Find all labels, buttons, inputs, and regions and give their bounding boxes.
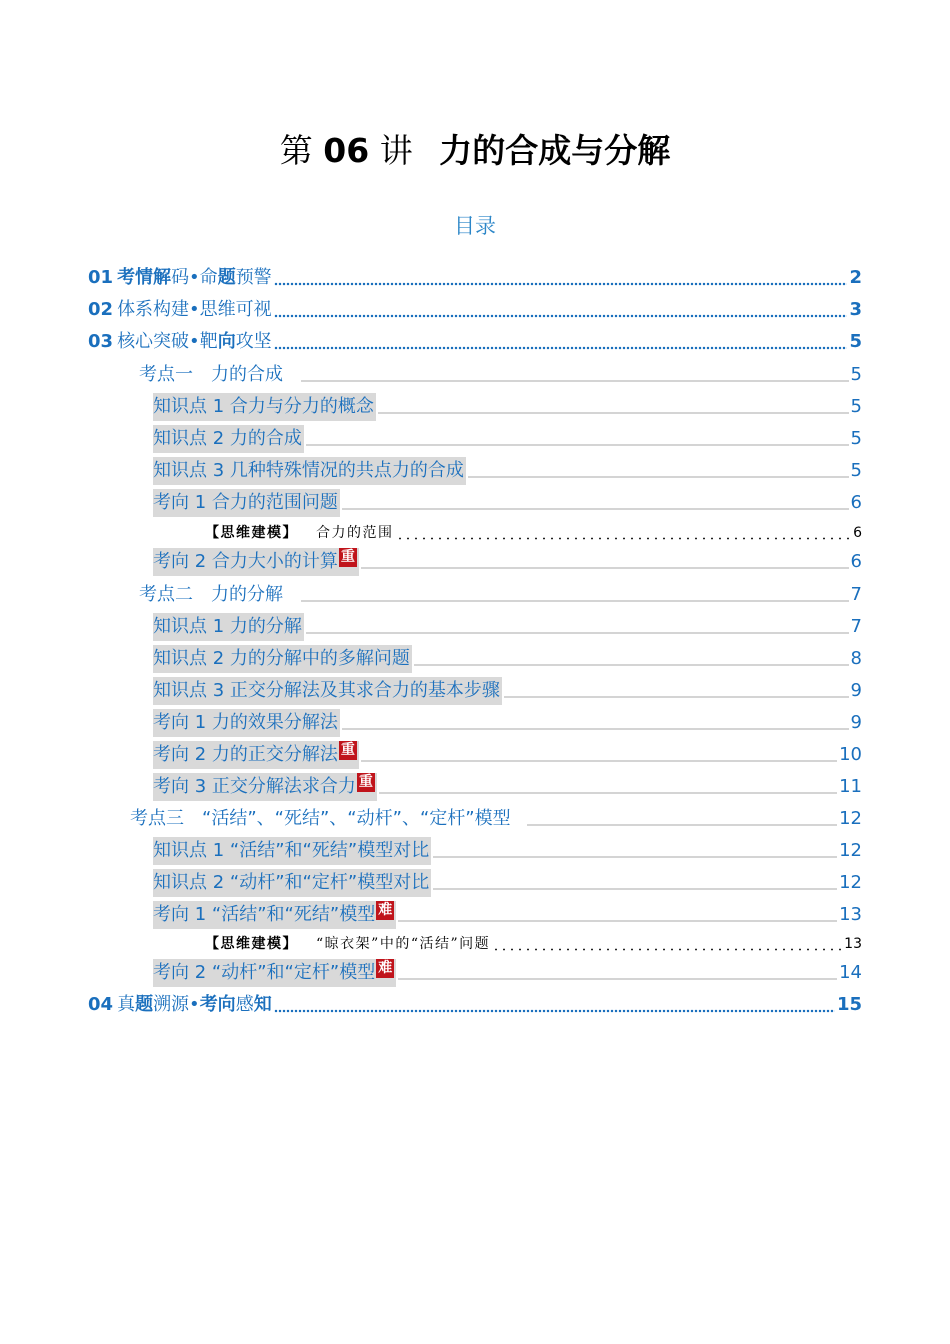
page-number: 5 (850, 460, 862, 481)
toc-entry-01[interactable]: 01 考情解 码•命 题 预警 2 (88, 264, 862, 292)
dot-leader (414, 664, 849, 666)
toc-knowledge-2-3[interactable]: 知识点 3 正交分解法及其求合力的基本步骤 9 (153, 677, 862, 705)
page-number: 5 (849, 331, 862, 352)
toc-direction-1-1[interactable]: 考向 1 合力的范围问题 6 (153, 489, 862, 517)
toc-direction-2-3[interactable]: 考向 3 正交分解法求合力 重 11 (153, 773, 862, 801)
page-number: 14 (839, 962, 862, 983)
title-main: 力的合成与分解 (439, 131, 671, 170)
page-number: 12 (839, 872, 862, 893)
page-number: 15 (836, 994, 862, 1015)
dot-leader (274, 346, 848, 350)
page-number: 5 (850, 428, 862, 449)
toc-heading: 目录 (454, 214, 496, 238)
page-number: 12 (839, 808, 862, 829)
important-badge: 重 (358, 773, 373, 790)
dot-leader (301, 600, 849, 602)
toc-kaodian-1[interactable]: 考点一 力的合成 5 (139, 361, 862, 389)
toc-direction-2-1[interactable]: 考向 1 力的效果分解法 9 (153, 709, 862, 737)
dot-leader (361, 760, 837, 762)
page-number: 6 (850, 492, 862, 513)
page-number: 5 (850, 396, 862, 417)
dot-leader (274, 282, 848, 286)
thinking-model-tag: 【思维建模】 (205, 525, 298, 541)
page-number: 7 (850, 616, 862, 637)
dot-leader (301, 380, 849, 382)
difficult-badge: 难 (378, 901, 393, 918)
title-prefix: 第 (279, 131, 313, 170)
dot-leader (504, 696, 849, 698)
dot-leader (378, 412, 849, 414)
difficult-badge: 难 (378, 959, 393, 976)
dot-leader (468, 476, 849, 478)
page-number: 8 (850, 648, 862, 669)
toc-knowledge-3-1[interactable]: 知识点 1 “活结”和“死结”模型对比 12 (153, 837, 862, 865)
toc-direction-1-2[interactable]: 考向 2 合力大小的计算 重 6 (153, 548, 862, 576)
title-suffix: 讲 (379, 131, 413, 170)
thinking-model-tag: 【思维建模】 (205, 936, 298, 952)
title-number: 06 (323, 131, 370, 170)
toc-entry-04[interactable]: 04 真 题 溯源• 考向 感 知 15 (88, 991, 862, 1019)
dot-leader (274, 1009, 835, 1013)
important-badge: 重 (340, 548, 355, 565)
dot-leader (342, 508, 849, 510)
toc-direction-3-2[interactable]: 考向 2 “动杆”和“定杆”模型 难 14 (153, 959, 862, 987)
page-number: 13 (844, 936, 862, 952)
page-number: 11 (839, 776, 862, 797)
page-number: 7 (850, 584, 862, 605)
important-badge: 重 (340, 741, 355, 758)
toc-knowledge-1-2[interactable]: 知识点 2 力的合成 5 (153, 425, 862, 453)
dot-leader (274, 314, 848, 318)
toc-model-1[interactable]: 【思维建模】 合力的范围 6 (205, 519, 862, 547)
page-number: 13 (839, 904, 862, 925)
page-title (0, 126, 950, 176)
dot-leader (398, 978, 837, 980)
toc-model-2[interactable]: 【思维建模】 “晾衣架”中的“活结”问题 13 (205, 930, 862, 958)
dot-leader (306, 444, 849, 446)
toc-knowledge-1-1[interactable]: 知识点 1 合力与分力的概念 5 (153, 393, 862, 421)
page-number: 9 (850, 712, 862, 733)
toc-direction-2-2[interactable]: 考向 2 力的正交分解法 重 10 (153, 741, 862, 769)
toc-knowledge-1-3[interactable]: 知识点 3 几种特殊情况的共点力的合成 5 (153, 457, 862, 485)
dot-leader (527, 824, 837, 826)
page-number: 6 (850, 551, 862, 572)
dot-leader (398, 920, 837, 922)
toc-entry-03[interactable]: 03 核心突破•靶 向 攻坚 5 (88, 328, 862, 356)
page-number: 5 (850, 364, 862, 385)
dot-leader (433, 888, 837, 890)
toc-entry-02[interactable]: 02 体系构建•思维可视 3 (88, 296, 862, 324)
toc-direction-3-1[interactable]: 考向 1 “活结”和“死结”模型 难 13 (153, 901, 862, 929)
page-number: 12 (839, 840, 862, 861)
dot-leader (379, 792, 837, 794)
dot-leader (306, 632, 849, 634)
toc-kaodian-2[interactable]: 考点二 力的分解 7 (139, 581, 862, 609)
dot-leader (361, 567, 849, 569)
page-number: 9 (850, 680, 862, 701)
toc-knowledge-3-2[interactable]: 知识点 2 “动杆”和“定杆”模型对比 12 (153, 869, 862, 897)
dot-leader (433, 856, 837, 858)
dot-leader (492, 948, 842, 951)
dot-leader (396, 537, 852, 540)
page-number: 2 (849, 267, 862, 288)
page-number: 3 (849, 299, 862, 320)
page-number: 10 (839, 744, 862, 765)
toc-kaodian-3[interactable]: 考点三 “活结”、“死结”、“动杆”、“定杆”模型 12 (130, 805, 862, 833)
dot-leader (342, 728, 849, 730)
toc-knowledge-2-2[interactable]: 知识点 2 力的分解中的多解问题 8 (153, 645, 862, 673)
page-number: 6 (853, 525, 862, 541)
toc-knowledge-2-1[interactable]: 知识点 1 力的分解 7 (153, 613, 862, 641)
